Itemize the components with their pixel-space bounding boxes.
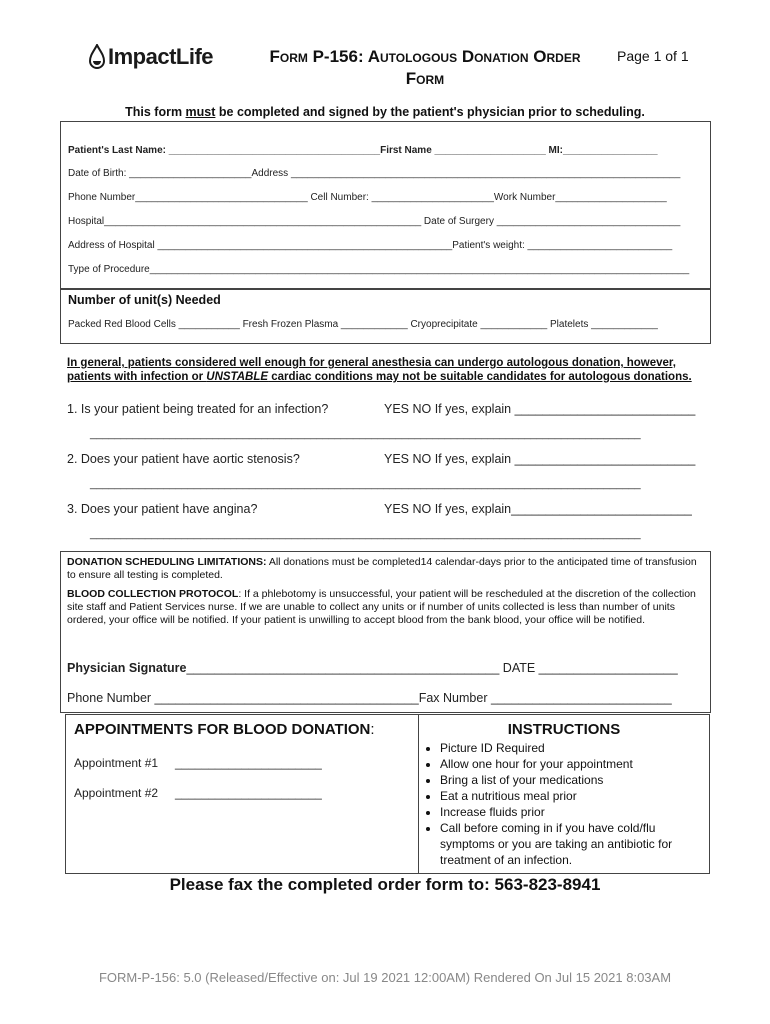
signature-label: Physician Signature <box>67 661 187 675</box>
scheduling-limitations <box>67 556 703 582</box>
physician-phone-row[interactable]: Phone Number ______________________________________Fax Number __________________________ <box>67 691 672 705</box>
appointment-2-field[interactable]: ______________________ <box>175 786 322 800</box>
warning-line1: In general, patients considered well enough for general anesthesia can undergo autologous donation, however, <box>67 357 676 369</box>
collection-protocol-text: : If a phlebotomy is unsuccessful, your patient will be rescheduled at the discretion of the collection site staff and Patient Services nurse. If we are unable to collect any units or if number of units collected is less than number of units ordered, your office will be notified. If your patient is unwilling to accept blood from the bank blood, your office will be notified. <box>67 588 696 626</box>
page-number: Page 1 of 1 <box>617 48 689 64</box>
appointment-2-label: Appointment #2 <box>74 786 159 800</box>
footer: FORM-P-156: 5.0 (Released/Effective on: Jul 19 2021 12:00AM) Rendered On Jul 15 2021 8:03AM <box>98 970 672 985</box>
warning-line2-c: cardiac conditions may not be suitable candidates for autologous donations. <box>268 371 692 383</box>
logo <box>88 44 213 70</box>
warning-line2-a: patients with infection or <box>67 371 207 383</box>
fax-instruction: Please fax the completed order form to: 563-823-8941 <box>169 875 601 894</box>
question-3: 3. Does your patient have angina? <box>67 502 258 516</box>
question-1: 1. Is your patient being treated for an infection? <box>67 402 329 416</box>
instructions-list <box>424 740 694 868</box>
hospital-row[interactable]: Hospital_________________________________________________________ Date of Surgery _________________________________ <box>68 216 681 227</box>
scheduling-limitations-text: All donations must be completed14 calendar-days prior to the anticipated time of transfusion to ensure all testing is completed. <box>67 556 697 581</box>
form-title <box>250 46 600 90</box>
question-1-line[interactable]: __________________________________________________________________________________________ <box>90 428 641 440</box>
blood-drop-icon <box>88 44 106 70</box>
units-row[interactable]: Packed Red Blood Cells ___________ Fresh Frozen Plasma ____________ Cryoprecipitate ____________ Platelets ____________ <box>68 319 658 330</box>
warning-line2 <box>67 370 707 384</box>
instruction-item: • Bring a list of your medications <box>440 772 694 788</box>
notice <box>0 105 770 119</box>
instruction-item: • Allow one hour for your appointment <box>440 756 694 772</box>
appointment-1-label: Appointment #1 <box>74 756 159 770</box>
instruction-item: • Increase fluids prior <box>440 804 694 820</box>
instruction-item: • Call before coming in if you have cold/flu symptoms or you are taking an antibiotic for treatment of an infection. <box>440 820 694 868</box>
notice-emphasis: must <box>185 105 216 119</box>
appointments-heading-text: APPOINTMENTS FOR BLOOD DONATION <box>74 721 371 738</box>
dob-address-row[interactable]: Date of Birth: ______________________Address ______________________________________________________________________ <box>68 168 681 179</box>
question-3-line[interactable]: __________________________________________________________________________________________ <box>90 528 641 540</box>
collection-protocol <box>67 588 703 627</box>
form-title-line1: Form P-156: Autologous Donation Order <box>269 47 581 66</box>
hospital-address-row[interactable]: Address of Hospital _____________________________________________________Patient's weight: __________________________ <box>68 240 673 251</box>
phone-row[interactable]: Phone Number_______________________________ Cell Number: ______________________Work Number____________________ <box>68 192 667 203</box>
appointments-heading <box>74 721 375 738</box>
warning-text <box>67 356 707 384</box>
warning-line2-emph: UNSTABLE <box>206 371 269 383</box>
units-heading: Number of unit(s) Needed <box>68 293 221 307</box>
signature-line[interactable]: _____________________________________________ DATE ____________________ <box>186 661 678 675</box>
question-2-line[interactable]: __________________________________________________________________________________________ <box>90 478 641 490</box>
appointments-heading-colon: : <box>370 721 375 738</box>
question-3-answer[interactable]: YES NO If yes, explain__________________________ <box>384 502 692 516</box>
patient-name-field[interactable]: Patient's Last Name: ______________________________________First Name ____________________ MI:_________________ <box>68 145 658 156</box>
instruction-item: • Picture ID Required <box>440 740 694 756</box>
procedure-row[interactable]: Type of Procedure_________________________________________________________________________________________________ <box>68 264 690 275</box>
patient-name-row[interactable] <box>68 145 658 156</box>
form-title-line2: Form <box>405 69 445 88</box>
question-2-answer[interactable]: YES NO If yes, explain __________________________ <box>384 452 696 466</box>
question-1-answer[interactable]: YES NO If yes, explain __________________________ <box>384 402 696 416</box>
collection-protocol-label: BLOOD COLLECTION PROTOCOL <box>67 588 239 600</box>
instruction-item: • Eat a nutritious meal prior <box>440 788 694 804</box>
logo-text: ImpactLife <box>108 44 214 69</box>
signature-row[interactable] <box>67 661 678 675</box>
notice-prefix: This form <box>125 105 186 119</box>
appointment-1-field[interactable]: ______________________ <box>175 756 322 770</box>
appointments-divider <box>418 714 419 874</box>
instructions-heading: INSTRUCTIONS <box>507 721 621 738</box>
question-2: 2. Does your patient have aortic stenosis? <box>67 452 300 466</box>
notice-suffix: be completed and signed by the patient's physician prior to scheduling. <box>215 105 645 119</box>
scheduling-limitations-label: DONATION SCHEDULING LIMITATIONS: <box>67 556 267 568</box>
